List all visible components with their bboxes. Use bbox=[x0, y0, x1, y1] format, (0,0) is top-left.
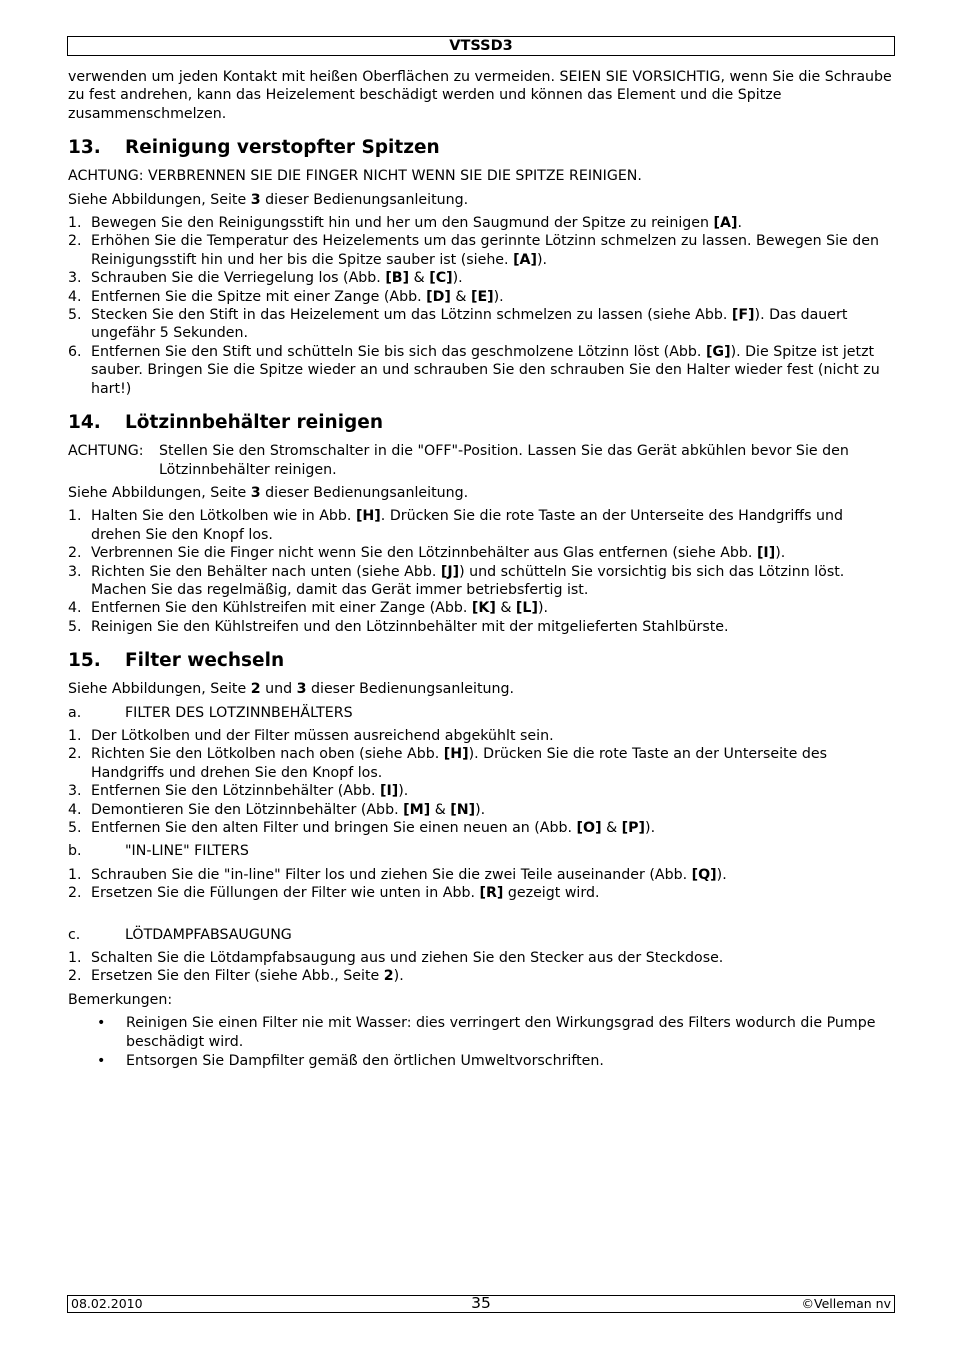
list-item: 1. Halten Sie den Lötkolben wie in Abb. [H]. Drücken Sie die rote Taste an der Unterseite des Handgriffs und drehen Sie den Knopf los. bbox=[68, 508, 843, 543]
page-footer bbox=[67, 1295, 895, 1313]
subsection-a-heading: a. FILTER DES LOTZINNBEHÄLTERS bbox=[68, 704, 353, 721]
section-15-heading bbox=[68, 650, 896, 672]
list-item: 1. Bewegen Sie den Reinigungsstift hin und her um den Saugmund der Spitze zu reinigen [A]. bbox=[68, 215, 743, 232]
list-item: • Entsorgen Sie Dampfilter gemäß den örtlichen Umweltvorschriften. bbox=[97, 1053, 604, 1070]
s13-reference: Siehe Abbildungen, Seite 3 dieser Bedienungsanleitung. bbox=[68, 191, 469, 208]
list-item: 2. Erhöhen Sie die Temperatur des Heizelements um das gerinnte Lötzinn schmelzen zu lassen. Bewegen Sie den Reinigungsstift hin und her bis die Spitze sauber ist (siehe. [A]). bbox=[68, 233, 879, 268]
list-item: 1. Schalten Sie die Lötdampfabsaugung aus und ziehen Sie den Stecker aus der Steckdose. bbox=[68, 950, 724, 967]
list-item: 2. Verbrennen Sie die Finger nicht wenn Sie den Lötzinnbehälter aus Glas entfernen (siehe Abb. [I]). bbox=[68, 545, 786, 562]
warning-text: Stellen Sie den Stromschalter in die "OFF"-Position. Lassen Sie das Gerät abkühlen bevor Sie den Lötzinnbehälter reinigen. bbox=[159, 443, 849, 478]
section-title: Reinigung verstopfter Spitzen bbox=[125, 137, 440, 159]
remarks-label: Bemerkungen: bbox=[68, 991, 173, 1008]
section-title: Lötzinnbehälter reinigen bbox=[125, 412, 384, 434]
page-content bbox=[68, 68, 896, 1071]
section-13-heading bbox=[68, 137, 896, 159]
section-title: Filter wechseln bbox=[125, 650, 285, 672]
list-item: 4. Entfernen Sie den Kühlstreifen mit einer Zange (Abb. [K] & [L]). bbox=[68, 600, 548, 617]
list-item: • Reinigen Sie einen Filter nie mit Wasser: dies verringert den Wirkungsgrad des Filters wodurch die Pumpe beschädigt wird. bbox=[97, 1015, 876, 1050]
list-item: 5. Reinigen Sie den Kühlstreifen und den Lötzinnbehälter mit der mitgelieferten Stahlbürste. bbox=[68, 618, 729, 635]
s15b-steps bbox=[68, 866, 896, 903]
list-item: 1. Schrauben Sie die "in-line" Filter los und ziehen Sie die zwei Teile auseinander (Abb. [Q]). bbox=[68, 866, 727, 883]
list-item: 2. Ersetzen Sie die Füllungen der Filter wie unten in Abb. [R] gezeigt wird. bbox=[68, 885, 600, 902]
s13-steps bbox=[68, 214, 896, 398]
model-title: VTSSD3 bbox=[449, 38, 513, 54]
page-number: 35 bbox=[471, 1294, 491, 1312]
footer-copyright: ©Velleman nv bbox=[801, 1296, 891, 1311]
s13-warning: ACHTUNG: VERBRENNEN SIE DIE FINGER NICHT WENN SIE DIE SPITZE REINIGEN. bbox=[68, 168, 642, 185]
section-14-heading bbox=[68, 412, 896, 434]
section-number: 13. bbox=[68, 137, 101, 159]
list-item: 5. Entfernen Sie den alten Filter und bringen Sie einen neuen an (Abb. [O] & [P]). bbox=[68, 820, 656, 836]
list-item: 2. Ersetzen Sie den Filter (siehe Abb., Seite 2). bbox=[68, 968, 404, 985]
intro-paragraph: verwenden um jeden Kontakt mit heißen Oberflächen zu vermeiden. SEIEN SIE VORSICHTIG, wenn Sie die Schraube zu fest andrehen, kann das Heizelement beschädigt werden und können das Element und die Spitze zusammenschmelzen. bbox=[68, 69, 892, 122]
footer-date: 08.02.2010 bbox=[71, 1296, 143, 1311]
section-number: 14. bbox=[68, 412, 101, 434]
s15c-steps bbox=[68, 949, 896, 986]
subsection-c-heading: c. LÖTDAMPFABSAUGUNG bbox=[68, 926, 292, 943]
warning-label: ACHTUNG: bbox=[68, 443, 144, 460]
s14-warning bbox=[68, 442, 896, 479]
list-item: 4. Demontieren Sie den Lötzinnbehälter (Abb. [M] & [N]). bbox=[68, 801, 486, 818]
page-header bbox=[67, 36, 895, 56]
list-item: 3. Richten Sie den Behälter nach unten (siehe Abb. [J]) und schütteln Sie vorsichtig bis sich das Lötzinn löst. Machen Sie das regelmäßig, damit das Gerät immer betriebsfertig ist. bbox=[68, 563, 845, 598]
list-item: 4. Entfernen Sie die Spitze mit einer Zange (Abb. [D] & [E]). bbox=[68, 288, 504, 305]
list-item: 1. Der Lötkolben und der Filter müssen ausreichend abgekühlt sein. bbox=[68, 727, 554, 744]
list-item: 3. Entfernen Sie den Lötzinnbehälter (Abb. [I]). bbox=[68, 783, 409, 800]
s15a-steps bbox=[68, 727, 896, 837]
list-item: 6. Entfernen Sie den Stift und schütteln Sie bis sich das geschmolzene Lötzinn löst (Abb. [G]). Die Spitze ist jetzt sauber. Bringen Sie die Spitze wieder an und schrauben Sie den schrauben Sie den Halter wieder fest (nicht zu hart!) bbox=[68, 343, 880, 397]
s14-steps bbox=[68, 507, 896, 636]
list-item: 2. Richten Sie den Lötkolben nach oben (siehe Abb. [H]). Drücken Sie die rote Taste an der Unterseite des Handgriffs und drehen Sie den Knopf los. bbox=[68, 746, 827, 781]
list-item: 5. Stecken Sie den Stift in das Heizelement um das Lötzinn schmelzen zu lassen (siehe Abb. [F]). Das dauert ungefähr 5 Sekunden. bbox=[68, 307, 848, 342]
s14-reference: Siehe Abbildungen, Seite 3 dieser Bedienungsanleitung. bbox=[68, 484, 469, 501]
s15-reference: Siehe Abbildungen, Seite 2 und 3 dieser Bedienungsanleitung. bbox=[68, 681, 515, 698]
remarks-list bbox=[68, 1014, 896, 1070]
list-item: 3. Schrauben Sie die Verriegelung los (Abb. [B] & [C]). bbox=[68, 270, 463, 287]
section-number: 15. bbox=[68, 650, 101, 672]
subsection-b-heading: b. "IN-LINE" FILTERS bbox=[68, 843, 249, 860]
